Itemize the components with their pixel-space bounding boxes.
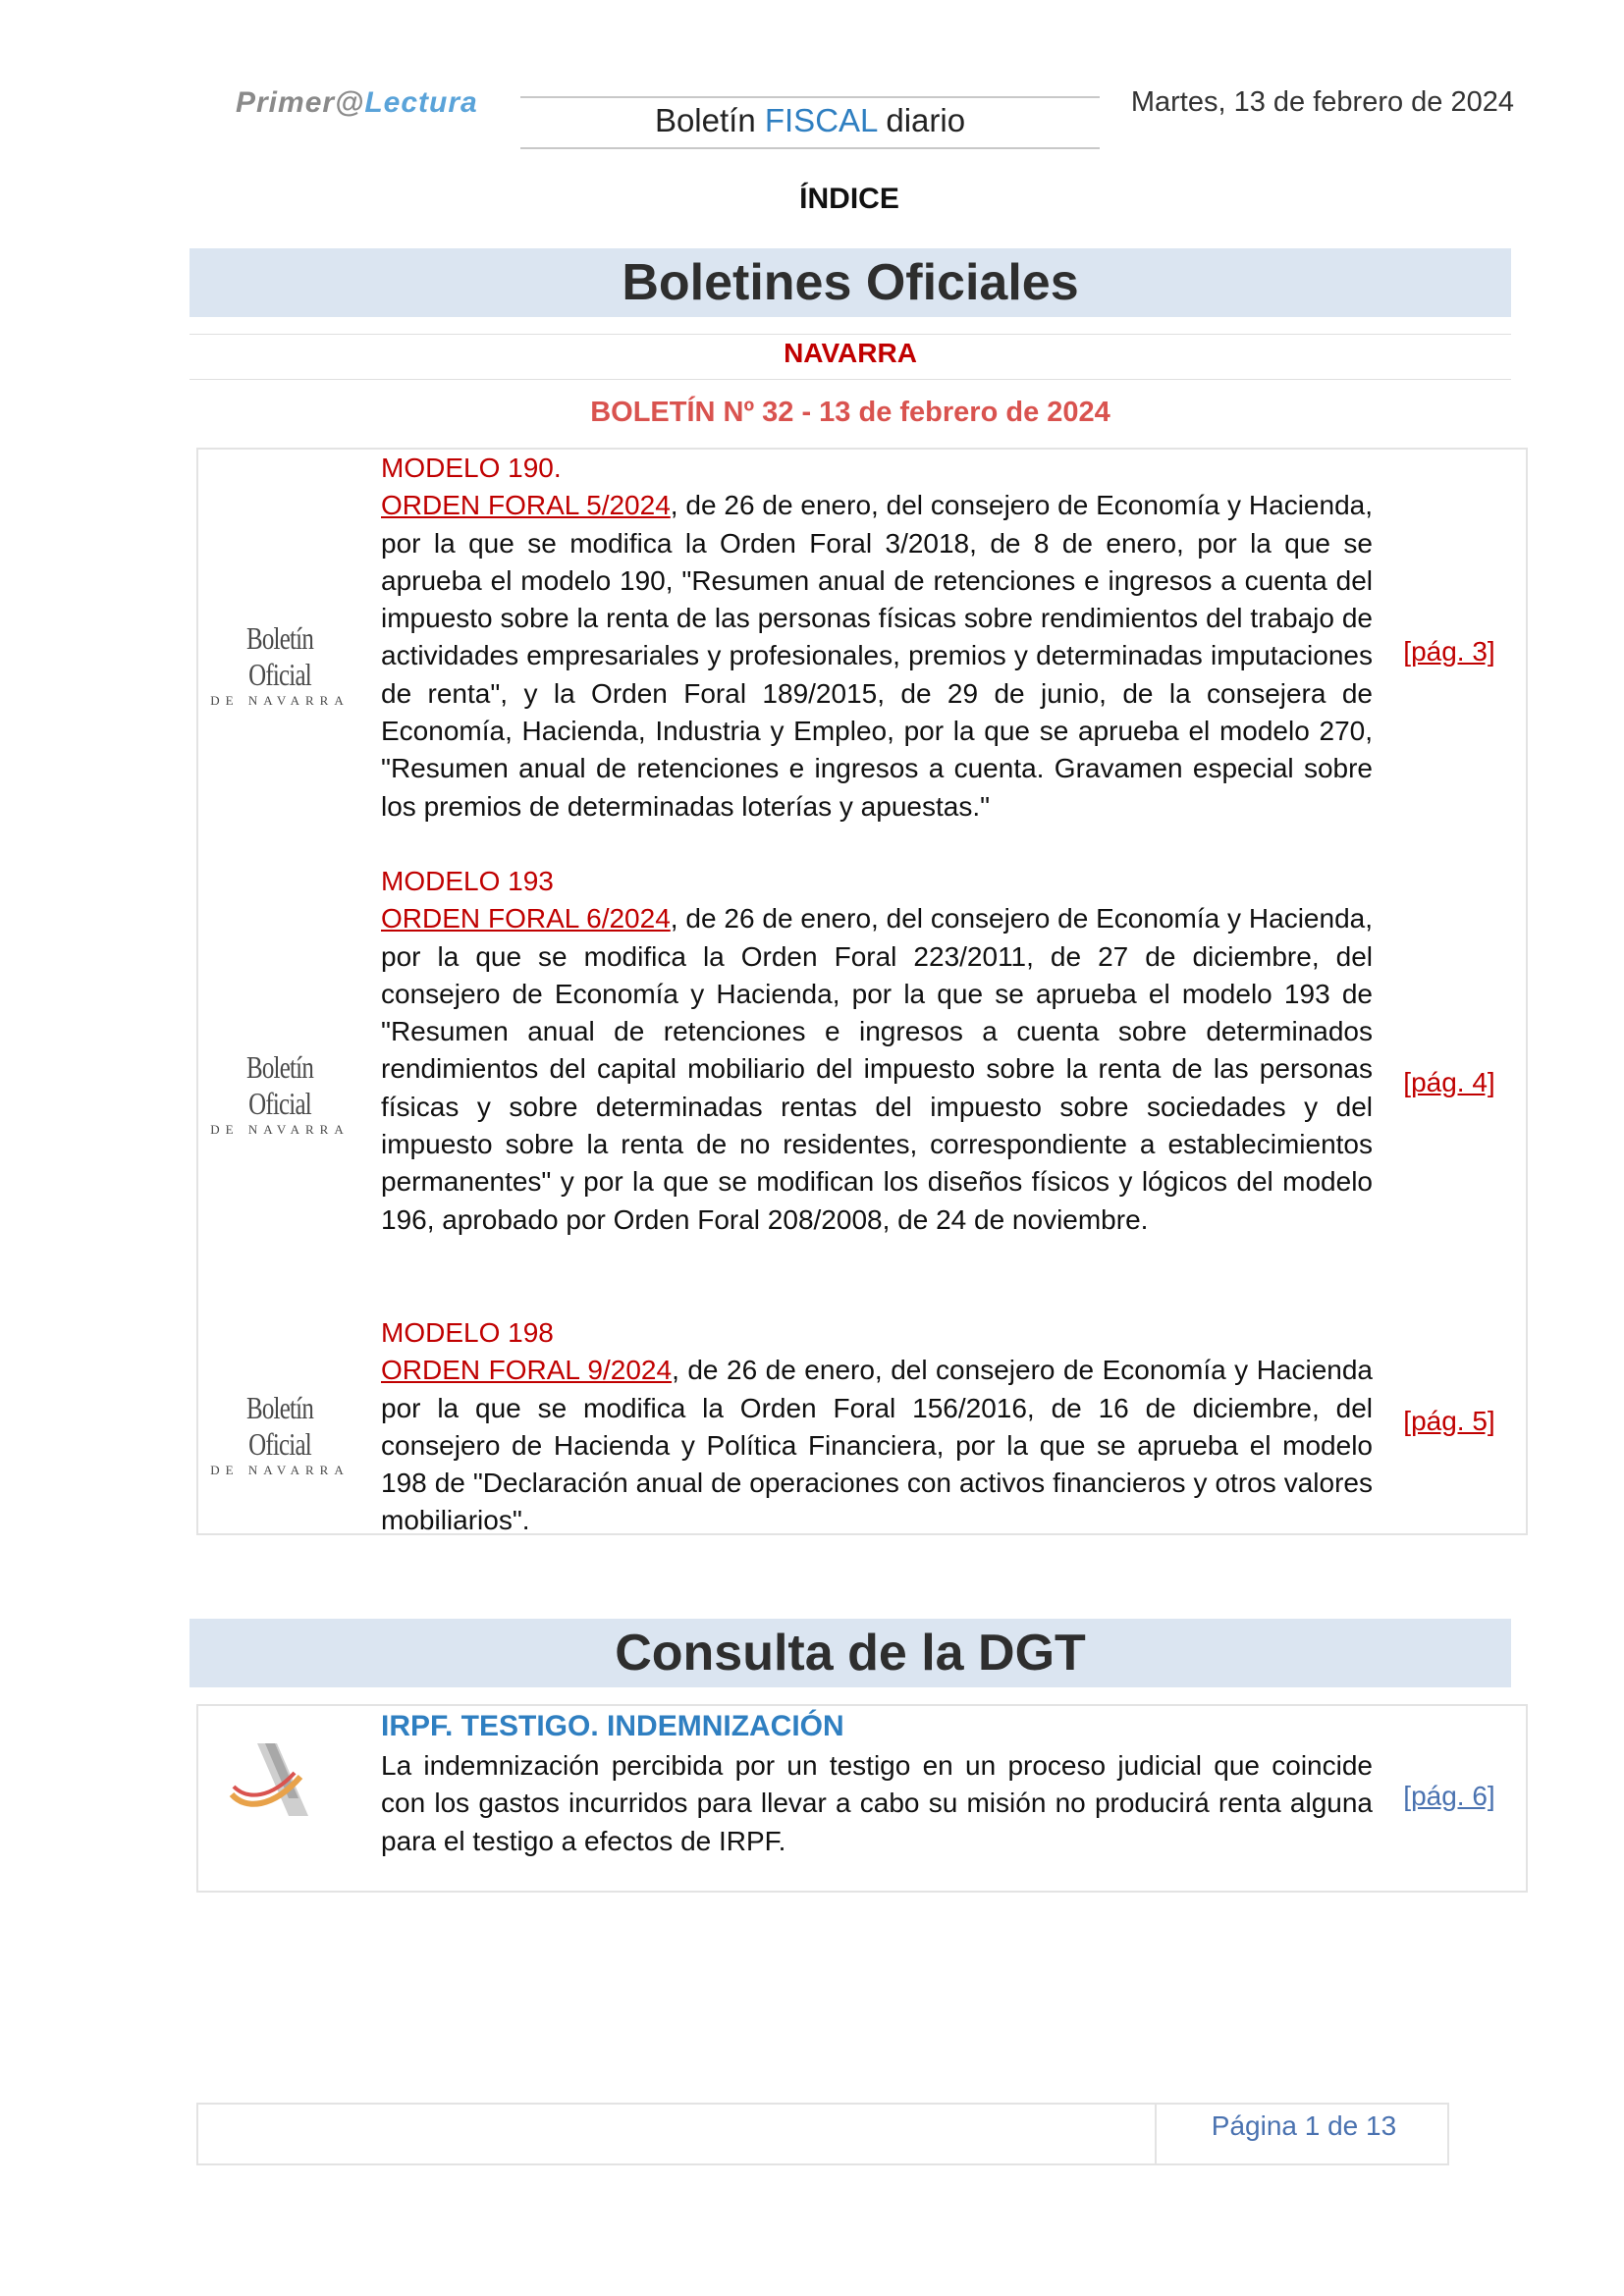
index-heading: ÍNDICE xyxy=(799,183,899,215)
header-rule-top xyxy=(520,96,1100,98)
orden-foral-link[interactable]: ORDEN FORAL 5/2024 xyxy=(381,490,671,521)
page-link[interactable]: [pág. 6] xyxy=(1403,1781,1495,1811)
boletin-navarra-logo xyxy=(206,620,353,709)
dgt-entry-title: IRPF. TESTIGO. INDEMNIZACIÓN xyxy=(381,1710,844,1742)
logo-line2: DE NAVARRA xyxy=(210,693,350,708)
footer-divider xyxy=(1155,2103,1157,2165)
title-prefix: Boletín xyxy=(654,102,765,138)
divider xyxy=(189,334,1511,335)
brand-logo xyxy=(236,86,478,120)
region-label: NAVARRA xyxy=(784,338,917,368)
entry-modelo-193 xyxy=(381,863,1373,1239)
page-number: Página 1 de 13 xyxy=(1211,2110,1397,2141)
title-highlight: FISCAL xyxy=(764,102,878,138)
section-title-dgt: Consulta de la DGT xyxy=(189,1619,1511,1687)
page-link[interactable]: [pág. 5] xyxy=(1403,1406,1495,1436)
boletin-navarra-logo xyxy=(206,1390,353,1478)
brand-part2: Lectura xyxy=(364,86,478,119)
entry-heading: MODELO 190. xyxy=(381,453,562,483)
entry-heading: MODELO 193 xyxy=(381,866,554,896)
page-link[interactable]: [pág. 4] xyxy=(1403,1067,1495,1097)
entry-heading: MODELO 198 xyxy=(381,1317,554,1348)
agencia-tributaria-icon xyxy=(226,1737,314,1822)
logo-line1: Boletín Oficial xyxy=(245,1390,314,1462)
logo-line2: DE NAVARRA xyxy=(210,1122,350,1137)
date-rest: , 13 de febrero de 2024 xyxy=(1218,86,1514,118)
header-rule-bottom xyxy=(520,147,1100,149)
section-title-boletines: Boletines Oficiales xyxy=(189,248,1511,317)
entry-text: , de 26 de enero, del consejero de Economía y Hacienda por la que se modifica la Orden Foral 156/2016, de 16 de diciembre, del consejero de Hacienda y Política Financiera, por la que se aprueba el modelo 198 de "Declaración anual de operaciones con activos financieros y otros valores mobiliarios". xyxy=(381,1355,1373,1536)
title-suffix: diario xyxy=(877,102,966,138)
page-link[interactable]: [pág. 3] xyxy=(1403,636,1495,667)
bulletin-label: BOLETÍN Nº 32 - 13 de febrero de 2024 xyxy=(590,397,1110,428)
orden-foral-link[interactable]: ORDEN FORAL 9/2024 xyxy=(381,1355,673,1386)
divider xyxy=(189,379,1511,380)
publication-title xyxy=(520,102,1100,139)
header-date xyxy=(1090,86,1514,119)
logo-line2: DE NAVARRA xyxy=(210,1463,350,1477)
date-weekday: Martes xyxy=(1130,86,1218,118)
dgt-entry-text: La indemnización percibida por un testigo en un proceso judicial que coincide con los gastos incurridos para llevar a cabo su misión no producirá renta alguna para el testigo a efectos de IRPF. xyxy=(381,1750,1373,1856)
logo-line1: Boletín Oficial xyxy=(245,620,314,692)
boletin-navarra-logo xyxy=(206,1049,353,1138)
orden-foral-link[interactable]: ORDEN FORAL 6/2024 xyxy=(381,903,671,934)
logo-line1: Boletín Oficial xyxy=(245,1049,314,1121)
entry-text: , de 26 de enero, del consejero de Economía y Hacienda, por la que se modifica la Orden Foral 223/2011, de 27 de diciembre, del consejero de Economía y Hacienda, por la que se aprueba el modelo 193 de "Resumen anual de retenciones e ingresos a cuenta sobre determinados rendimientos del capital mobiliario del impuesto sobre la renta de las personas físicas y sobre determinadas rentas del impuesto sobre sociedades y del impuesto sobre la renta de no residentes, correspondiente a establecimientos permanentes" y por la que se modifican los diseños físicos y lógicos del modelo 196, aprobado por Orden Foral 208/2008, de 24 de noviembre. xyxy=(381,903,1373,1235)
entry-text: , de 26 de enero, del consejero de Economía y Hacienda, por la que se modifica la Orden Foral 3/2018, de 8 de enero, por la que se aprueba el modelo 190, "Resumen anual de retenciones e ingresos a cuenta del impuesto sobre la renta de las personas físicas sobre rendimientos del trabajo de actividades empresariales y profesionales, premios y determinadas imputaciones de renta", y la Orden Foral 189/2015, de 29 de junio, de la consejera de Economía, Hacienda, Industria y Empleo, por la que se aprueba el modelo 270, "Resumen anual de retenciones e ingresos a cuenta. Gravamen especial sobre los premios de determinadas loterías y apuestas." xyxy=(381,490,1373,822)
entry-modelo-190 xyxy=(381,450,1373,826)
brand-part1: Primer@ xyxy=(236,86,365,119)
entry-modelo-198 xyxy=(381,1314,1373,1540)
